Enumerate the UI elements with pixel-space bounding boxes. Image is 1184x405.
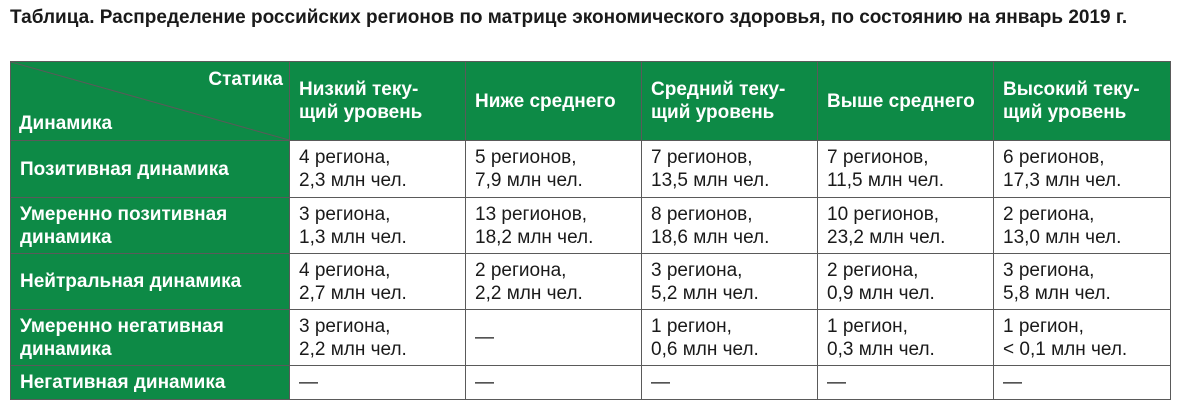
column-header-below-average: Ниже среднего bbox=[466, 62, 642, 141]
column-header-above-average: Выше среднего bbox=[818, 62, 994, 141]
economic-health-matrix-table bbox=[10, 61, 1171, 400]
table-row bbox=[11, 366, 1171, 400]
table-cell: 7 регионов, 13,5 млн чел. bbox=[642, 141, 818, 198]
table-cell: — bbox=[994, 366, 1171, 400]
table-cell: 1 регион, 0,3 млн чел. bbox=[818, 310, 994, 366]
table-cell: — bbox=[818, 366, 994, 400]
table-cell: 4 региона, 2,3 млн чел. bbox=[290, 141, 466, 198]
static-axis-label: Статика bbox=[208, 69, 283, 90]
table-cell: 2 региона, 13,0 млн чел. bbox=[994, 198, 1171, 254]
table-cell: 6 регионов, 17,3 млн чел. bbox=[994, 141, 1171, 198]
table-row bbox=[11, 198, 1171, 254]
table-cell: — bbox=[642, 366, 818, 400]
table-cell: 13 регионов, 18,2 млн чел. bbox=[466, 198, 642, 254]
table-cell: 10 регионов, 23,2 млн чел. bbox=[818, 198, 994, 254]
table-cell: 3 региона, 1,3 млн чел. bbox=[290, 198, 466, 254]
corner-header-cell bbox=[11, 62, 290, 141]
row-header-neutral: Нейтральная динамика bbox=[11, 254, 290, 310]
table-cell: — bbox=[466, 366, 642, 400]
column-header-low: Низкий теку- щий уровень bbox=[290, 62, 466, 141]
table-cell: — bbox=[290, 366, 466, 400]
table-row bbox=[11, 254, 1171, 310]
table-cell: 3 региона, 5,8 млн чел. bbox=[994, 254, 1171, 310]
table-cell: 3 региона, 2,2 млн чел. bbox=[290, 310, 466, 366]
table-cell: 1 регион, 0,6 млн чел. bbox=[642, 310, 818, 366]
row-header-negative: Негативная динамика bbox=[11, 366, 290, 400]
table-cell: 7 регионов, 11,5 млн чел. bbox=[818, 141, 994, 198]
table-row bbox=[11, 141, 1171, 198]
row-header-moderately-positive: Умеренно позитивная динамика bbox=[11, 198, 290, 254]
table-cell: 8 регионов, 18,6 млн чел. bbox=[642, 198, 818, 254]
dynamic-axis-label: Динамика bbox=[19, 113, 113, 134]
table-cell: 3 региона, 5,2 млн чел. bbox=[642, 254, 818, 310]
table-title: Таблица. Распределение российских регионов по матрице экономического здоровья, по состоянию на январь 2019 г. bbox=[10, 7, 1128, 28]
table-header-row bbox=[11, 62, 1171, 141]
table-cell: — bbox=[466, 310, 642, 366]
table-cell: 2 региона, 0,9 млн чел. bbox=[818, 254, 994, 310]
table-row bbox=[11, 310, 1171, 366]
table-cell: 2 региона, 2,2 млн чел. bbox=[466, 254, 642, 310]
table-cell: 5 регионов, 7,9 млн чел. bbox=[466, 141, 642, 198]
table-cell: 4 региона, 2,7 млн чел. bbox=[290, 254, 466, 310]
table-cell: 1 регион, < 0,1 млн чел. bbox=[994, 310, 1171, 366]
row-header-positive: Позитивная динамика bbox=[11, 141, 290, 198]
column-header-high: Высокий теку- щий уровень bbox=[994, 62, 1171, 141]
column-header-average: Средний теку- щий уровень bbox=[642, 62, 818, 141]
row-header-moderately-negative: Умеренно негативная динамика bbox=[11, 310, 290, 366]
